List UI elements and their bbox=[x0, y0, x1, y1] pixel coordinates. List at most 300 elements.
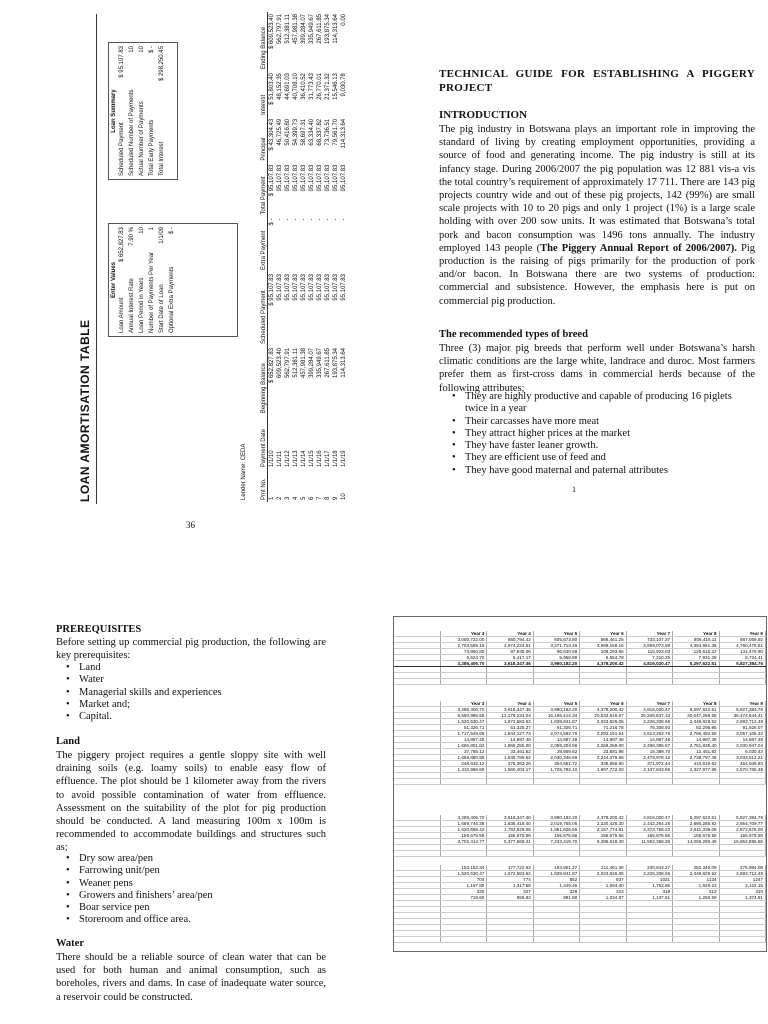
amortisation-cell: 562,797.91 bbox=[277, 14, 283, 45]
blank-cell bbox=[394, 779, 440, 785]
cashflow-cell: 30,647,259.65 bbox=[673, 713, 719, 719]
amortisation-cell: 512,381.11 bbox=[285, 14, 291, 44]
cashflow-cell: 96,630.66 bbox=[533, 649, 579, 655]
cashflow-cell: 2,766,492.58 bbox=[673, 731, 719, 737]
cashflow-cell: 28,959.62 bbox=[533, 749, 579, 755]
cashflow-cell: 5,827,384.76 bbox=[719, 661, 765, 667]
cashflow-cell: 2,442,264.25 bbox=[626, 821, 672, 827]
cashflow-cell: 16,852,895.55 bbox=[719, 839, 765, 845]
cashflow-cell: 719.60 bbox=[440, 895, 486, 901]
amortisation-cell: - bbox=[293, 218, 299, 221]
cashflow-cell: 323 bbox=[580, 889, 626, 895]
summary-value-row bbox=[157, 43, 167, 179]
column-header: Ending Balance bbox=[261, 12, 268, 71]
amortisation-cell: 95,107.83 bbox=[325, 274, 331, 301]
cashflow-cell: 3,033,512.21 bbox=[719, 755, 765, 761]
cashflow-cell: 1,520,530.47 bbox=[440, 871, 486, 877]
amortisation-cell: 95,107.83 bbox=[309, 164, 315, 192]
cashflow-cell: 153,153.34 bbox=[440, 865, 486, 871]
introduction-heading: INTRODUCTION bbox=[439, 109, 528, 121]
cashflow-block-balance bbox=[394, 815, 766, 857]
prerequisite-item: • Land bbox=[66, 662, 326, 674]
cashflow-cell: 275,984.08 bbox=[719, 865, 765, 871]
amortisation-cell: 1/1/14 bbox=[301, 450, 307, 468]
blank-cell bbox=[580, 779, 626, 785]
cashflow-cell: 1,669,746.36 bbox=[440, 821, 486, 827]
cashflow-cell: 155,675.56 bbox=[673, 833, 719, 839]
amortisation-cell: 1/1/15 bbox=[309, 450, 315, 468]
amortisation-cell: 95,107.83 bbox=[285, 164, 291, 192]
cashflow-cell: 1,782,929.05 bbox=[487, 827, 533, 833]
summary-value-amount: $ 298,250.45 bbox=[159, 46, 165, 82]
blank-cell bbox=[440, 679, 486, 685]
amortisation-cell: 95,107.83 bbox=[293, 164, 299, 192]
cashflow-cell: 3,599,158.16 bbox=[580, 643, 626, 649]
cashflow-cell: 1,907,722.00 bbox=[580, 767, 626, 773]
cashflow-block-herd bbox=[394, 865, 766, 943]
cashflow-cell: 5,297,622.51 bbox=[673, 661, 719, 667]
cashflow-cell: 1,844,127.73 bbox=[487, 731, 533, 737]
cashflow-cell: 3,980,182.20 bbox=[533, 707, 579, 713]
amortisation-row bbox=[300, 12, 308, 502]
blank-cell bbox=[626, 779, 672, 785]
structure-item: • Boar service pen bbox=[66, 902, 326, 914]
cashflow-cell: 16,155,414.34 bbox=[533, 713, 579, 719]
cashflow-cell: 2,327,977.86 bbox=[673, 767, 719, 773]
summary-value-label: Scheduled Payment bbox=[119, 122, 125, 176]
cashflow-cell: 2,611,336.08 bbox=[673, 827, 719, 833]
cashflow-cell: 3,285,406.70 bbox=[440, 661, 486, 667]
cashflow-cell: 4,378,200.42 bbox=[580, 661, 626, 667]
amortisation-cell: 95,107.83 bbox=[325, 164, 331, 192]
cashflow-cell: 141,476.90 bbox=[719, 649, 765, 655]
cashflow-cell: 2,268,269.00 bbox=[580, 743, 626, 749]
amortisation-cell: 335,949.67 bbox=[309, 14, 315, 45]
cashflow-cell: 3,271,713.46 bbox=[533, 643, 579, 649]
amortisation-cell: 399,284.07 bbox=[301, 14, 307, 45]
blank-row bbox=[394, 937, 766, 943]
lender-name: Lender Name: CEDA bbox=[241, 443, 247, 500]
cashflow-cell: 2,244,378.66 bbox=[580, 755, 626, 761]
year-header: Year 6 bbox=[580, 631, 626, 637]
amortisation-cell: 114,313.64 bbox=[333, 14, 339, 44]
year-header: Year 9 bbox=[719, 631, 765, 637]
amortisation-cell: 95,107.83 bbox=[277, 164, 283, 192]
cashflow-cell: 1,594.40 bbox=[580, 883, 626, 889]
amortisation-cell: 95,107.83 bbox=[277, 274, 283, 301]
cashflow-cell: 3,618,347.46 bbox=[487, 661, 533, 667]
cashflow-cell: 2,693,712.48 bbox=[719, 719, 765, 725]
amortisation-row bbox=[316, 12, 324, 502]
amortisation-cell: 95,107.83 bbox=[317, 274, 323, 301]
amortisation-row bbox=[276, 12, 284, 502]
blank-cell bbox=[719, 779, 765, 785]
blank-row bbox=[394, 779, 766, 785]
cashflow-cell: 1,374.81 bbox=[719, 895, 765, 901]
cashflow-cell: 1,672,583.52 bbox=[487, 871, 533, 877]
cashflow-cell: 1,520,530.47 bbox=[440, 719, 486, 725]
amortisation-cell: $ 95,107.83 bbox=[269, 274, 275, 306]
year-header: Year 8 bbox=[673, 701, 719, 707]
amortisation-cell: - bbox=[309, 218, 315, 221]
amortisation-cell: 609,523.40 bbox=[277, 347, 283, 379]
amortisation-cell: 1/1/16 bbox=[317, 450, 323, 468]
cashflow-cell: 852 bbox=[533, 877, 579, 883]
amortisation-cell: 193,875.34 bbox=[333, 347, 339, 379]
cashflow-cell: 1,137.51 bbox=[626, 895, 672, 901]
amortisation-cell: 4 bbox=[293, 496, 299, 500]
cashflow-cell: 1,929.23 bbox=[673, 883, 719, 889]
cashflow-cell: 23,881.98 bbox=[580, 749, 626, 755]
column-header: Interest bbox=[261, 71, 268, 117]
cashflow-cell: 1,725,793.10 bbox=[533, 767, 579, 773]
amortisation-row bbox=[324, 12, 332, 502]
amortisation-cell: 95,107.83 bbox=[341, 274, 347, 301]
cashflow-cell: 106,293.66 bbox=[580, 649, 626, 655]
cashflow-cell: 14,887.48 bbox=[626, 737, 672, 743]
cashflow-cell: 2,693,712.48 bbox=[719, 871, 765, 877]
blank-cell bbox=[440, 851, 486, 857]
cashflow-cell: 2,703,565.16 bbox=[440, 643, 486, 649]
cashflow-cell: 4,354,981.38 bbox=[673, 643, 719, 649]
summary-value-amount: $ - bbox=[149, 46, 155, 54]
cashflow-cell: 4,816,020.47 bbox=[626, 661, 672, 667]
cashflow-cell: 14,887.48 bbox=[440, 737, 486, 743]
amortisation-table bbox=[261, 12, 348, 502]
cashflow-cell: 155,675.56 bbox=[626, 833, 672, 839]
cashflow-cell: 2,030,349.69 bbox=[533, 755, 579, 761]
blank-cell bbox=[487, 851, 533, 857]
cashflow-cell: 11,553,358.29 bbox=[626, 839, 672, 845]
enter-value-amount: 1 bbox=[149, 227, 155, 231]
cashflow-cell: 3,285,406.70 bbox=[440, 707, 486, 713]
cashflow-cell: 14,887.48 bbox=[580, 737, 626, 743]
amortisation-cell: 457,981.38 bbox=[293, 14, 299, 45]
blank-cell bbox=[719, 851, 765, 857]
amortisation-cell: 95,107.83 bbox=[285, 274, 291, 301]
amortisation-cell: 50,416.80 bbox=[285, 118, 291, 146]
blank-cell bbox=[440, 779, 486, 785]
cashflow-cell: 6,030.43 bbox=[719, 749, 765, 755]
enter-value-amount: $ - bbox=[169, 227, 175, 235]
amortisation-cell: 68,337.82 bbox=[317, 118, 323, 146]
enter-value-label: Loan Amount bbox=[119, 297, 125, 333]
cashflow-cell: 310 bbox=[719, 889, 765, 895]
cashflow-cell: 155,675.56 bbox=[533, 833, 579, 839]
column-header: Beginning Balance bbox=[261, 346, 268, 415]
amortisation-cell: 46,725.49 bbox=[277, 118, 283, 146]
blank-cell bbox=[673, 679, 719, 685]
cashflow-cell: 2,157,774.61 bbox=[580, 827, 626, 833]
cashflow-cell: 2,479,978.12 bbox=[626, 755, 672, 761]
cashflow-cell: 76,308.93 bbox=[626, 725, 672, 731]
blank-cell bbox=[533, 937, 579, 943]
cashflow-cell: 5,958.89 bbox=[533, 655, 579, 661]
summary-value-label: Total Interest bbox=[159, 141, 165, 176]
cashflow-cell: 1134 bbox=[673, 877, 719, 883]
amortisation-cell: $ 43,304.43 bbox=[269, 118, 275, 151]
cashflow-cell: 3,980,182.20 bbox=[533, 661, 579, 667]
blank-cell bbox=[487, 679, 533, 685]
cashflow-cell: 3,618,347.46 bbox=[487, 815, 533, 821]
cashflow-cell: 61,326.71 bbox=[533, 725, 579, 731]
summary-value-amount: 10 bbox=[129, 46, 135, 53]
enter-value-row bbox=[157, 224, 167, 336]
year-header: Year 5 bbox=[533, 631, 579, 637]
cashflow-cell: 1,835,418.40 bbox=[487, 821, 533, 827]
cashflow-cell: 4,378,200.42 bbox=[580, 815, 626, 821]
cashflow-cell: 327 bbox=[487, 889, 533, 895]
amortisation-cell: - bbox=[285, 218, 291, 221]
cashflow-cell: 1031 bbox=[626, 877, 672, 883]
cashflow-cell: 7,233,419.70 bbox=[533, 839, 579, 845]
cashflow-cell: 1,717,549.65 bbox=[440, 731, 486, 737]
cashflow-cell: 1,449.46 bbox=[533, 883, 579, 889]
amortisation-cell: 48,152.35 bbox=[277, 73, 283, 100]
amortisation-cell: - bbox=[333, 218, 339, 221]
prerequisites-page bbox=[0, 512, 384, 1024]
land-heading: Land bbox=[56, 736, 80, 747]
amortisation-row bbox=[308, 12, 316, 502]
cashflow-cell: 2,373,756.22 bbox=[626, 827, 672, 833]
cashflow-cell: 2,498,395.57 bbox=[626, 743, 672, 749]
amortisation-cell: 73,736.51 bbox=[325, 118, 331, 146]
intro-text-end: Pig production is the raising of pigs primarily for the production of pork and/or bacon. In Botswana there are two systems of production: commercial and subsistence. However, the emphasis here is put on commercial pig production. bbox=[439, 242, 755, 307]
blank-cell bbox=[673, 851, 719, 857]
cashflow-cell: 1,560,403.17 bbox=[487, 767, 533, 773]
summary-value-label: Actual Number of Payments bbox=[139, 101, 145, 176]
amortisation-cell: 95,107.83 bbox=[301, 164, 307, 192]
cashflow-cell: 33,461.62 bbox=[487, 749, 533, 755]
cashflow-cell: 313 bbox=[673, 889, 719, 895]
column-header: Payment Date bbox=[261, 415, 268, 469]
year-header: Year 7 bbox=[626, 631, 672, 637]
amortisation-cell: 8 bbox=[325, 496, 331, 500]
blank-cell bbox=[673, 937, 719, 943]
cashflow-cell: 12,461.92 bbox=[673, 749, 719, 755]
prerequisites-heading: PREREQUISITES bbox=[56, 624, 142, 635]
cashflow-cell: 82,295.95 bbox=[673, 725, 719, 731]
cashflow-cell: 1,034.87 bbox=[580, 895, 626, 901]
blank-cell bbox=[719, 679, 765, 685]
cashflow-cell: 454,946.83 bbox=[719, 761, 765, 767]
cashflow-cell: 18,389.70 bbox=[626, 749, 672, 755]
cashflow-cell: 4,790,479.51 bbox=[719, 643, 765, 649]
cashflow-cell: 6,554.78 bbox=[580, 655, 626, 661]
amortisation-cell: 399,284.07 bbox=[309, 347, 315, 379]
loan-summary-rows bbox=[117, 43, 167, 179]
cashflow-cell: 3,980,182.20 bbox=[533, 815, 579, 821]
cashflow-cell: 2,059,204.86 bbox=[533, 743, 579, 749]
cashflow-cell: 7,931.28 bbox=[673, 655, 719, 661]
enter-value-label: Number of Payments Per Year bbox=[149, 251, 155, 333]
cashflow-cell: 14,887.48 bbox=[673, 737, 719, 743]
guide-intro-page bbox=[384, 0, 768, 512]
cashflow-cell: 3,000,722.00 bbox=[440, 637, 486, 643]
cashflow-cell: 1,869,255.00 bbox=[487, 743, 533, 749]
amortisation-cell: 1 bbox=[269, 496, 275, 500]
intro-report-citation: The Piggery Annual Report of 2006/2007). bbox=[540, 242, 737, 254]
cashflow-cell: 704 bbox=[440, 877, 486, 883]
breed-attribute-item: • They attract higher prices at the market bbox=[452, 428, 752, 440]
amortisation-cell: $ - bbox=[269, 218, 275, 226]
cashflow-cell: 211,461.36 bbox=[580, 865, 626, 871]
amortisation-row bbox=[284, 12, 292, 502]
cashflow-cell: 1,835,789.52 bbox=[487, 755, 533, 761]
cashflow-cell: 1,961,626.55 bbox=[533, 827, 579, 833]
blank-cell bbox=[533, 679, 579, 685]
cashflow-cell: 2,872,675.00 bbox=[719, 827, 765, 833]
amortisation-cell: 26,770.01 bbox=[317, 73, 323, 100]
structure-item: • Farrowing unit/pen bbox=[66, 865, 326, 877]
structure-item: • Dry sow area/pen bbox=[66, 853, 326, 865]
enter-value-row bbox=[167, 224, 177, 336]
cashflow-cell: 193,901.27 bbox=[533, 865, 579, 871]
cashflow-cell: 155,675.56 bbox=[440, 833, 486, 839]
blank-cell bbox=[394, 851, 440, 857]
enter-value-row bbox=[147, 224, 157, 336]
cashflow-cell: 1,620,658.42 bbox=[440, 827, 486, 833]
amortisation-cell: 1/1/17 bbox=[325, 450, 331, 468]
cashflow-cell: 155,675.56 bbox=[487, 833, 533, 839]
blank-cell bbox=[673, 779, 719, 785]
amortisation-cell: 95,107.83 bbox=[317, 164, 323, 192]
cashflow-cell: 155,675.56 bbox=[580, 833, 626, 839]
amortisation-cell: 9,030.78 bbox=[341, 73, 347, 97]
cashflow-cell: 330 bbox=[440, 889, 486, 895]
enter-value-row bbox=[117, 224, 127, 336]
enter-values-heading: Enter Values bbox=[111, 261, 117, 299]
breed-attribute-item: • They have good maternal and paternal attributes bbox=[452, 465, 752, 477]
summary-value-row bbox=[137, 43, 147, 179]
year-header: Year 3 bbox=[440, 701, 486, 707]
blank-row bbox=[394, 851, 766, 857]
amortisation-row bbox=[292, 12, 300, 502]
cashflow-cell: 14,887.48 bbox=[487, 737, 533, 743]
cashflow-cell: 51,326.71 bbox=[440, 725, 486, 731]
blank-cell bbox=[580, 937, 626, 943]
amortisation-cell: $ 609,523.40 bbox=[269, 14, 275, 50]
water-paragraph: There should be a reliable source of clean water that can be used for both human and animal consumption, such as boreholes, rivers and dams. In case of inadequate water source, a reservoir could be constructed. bbox=[56, 952, 326, 1003]
cashflow-cell: 36,474,644.41 bbox=[719, 713, 765, 719]
year-header: Year 9 bbox=[719, 701, 765, 707]
amortisation-cell: 114,313.64 bbox=[341, 118, 347, 149]
cashflow-cell: 14,059,290.49 bbox=[673, 839, 719, 845]
amortisation-cell: $ 95,107.83 bbox=[269, 164, 275, 197]
amortisation-cell: 9 bbox=[333, 496, 339, 500]
cashflow-cell: 5,297,622.51 bbox=[673, 707, 719, 713]
cashflow-block-income bbox=[394, 631, 766, 685]
summary-value-row bbox=[117, 43, 127, 179]
amortisation-cell: 1/1/12 bbox=[285, 450, 291, 468]
amortisation-cell: 79,561.70 bbox=[333, 118, 339, 146]
cashflow-cell: 2,226,208.66 bbox=[626, 871, 672, 877]
amortisation-cell: $ 652,827.83 bbox=[269, 347, 275, 384]
blank-cell bbox=[626, 937, 672, 943]
amortisation-row bbox=[268, 12, 277, 502]
amortisation-cell: 95,107.83 bbox=[341, 164, 347, 192]
page-number-1: 1 bbox=[572, 485, 576, 494]
enter-value-amount: $ 652,827.83 bbox=[119, 227, 125, 263]
cashflow-cell: 2,122.15 bbox=[719, 883, 765, 889]
cashflow-cell: 20,533,616.67 bbox=[580, 713, 626, 719]
breeds-paragraph: Three (3) major pig breeds that perform well under Botswana’s harsh climatic conditions are the large white, landrace and duroc. Most farmers prefer them as first-cross dams in commercial herds because of the following attributes; bbox=[439, 343, 755, 394]
blank-cell bbox=[533, 779, 579, 785]
cashflow-cell: 3,030,947.04 bbox=[719, 743, 765, 749]
amortisation-cell: 95,107.83 bbox=[301, 274, 307, 301]
amortisation-cell: 7 bbox=[317, 496, 323, 500]
cashflow-cell: 937 bbox=[580, 877, 626, 883]
blank-row bbox=[394, 679, 766, 685]
cashflow-cell: 2,738,797.48 bbox=[673, 755, 719, 761]
amortisation-cell: 95,107.83 bbox=[293, 274, 299, 301]
cashflow-cell: 2,448,829.52 bbox=[673, 719, 719, 725]
introduction-paragraph bbox=[439, 123, 755, 308]
cashflow-cell: 6,524.70 bbox=[440, 655, 486, 661]
summary-value-amount: 10 bbox=[139, 46, 145, 53]
cashflow-cell: 5,377,668.41 bbox=[487, 839, 533, 845]
year-header: Year 5 bbox=[533, 701, 579, 707]
cashflow-cell: 9,285,518.40 bbox=[580, 839, 626, 845]
breed-attribute-item: • They are efficient use of feed and bbox=[452, 452, 752, 464]
prerequisites-intro: Before setting up commercial pig production, the following are key prerequisites: bbox=[56, 637, 326, 662]
summary-value-row bbox=[127, 43, 137, 179]
guide-title: TECHNICAL GUIDE FOR ESTABLISHING A PIGGERY PROJECT bbox=[439, 68, 755, 94]
breeds-heading: The recommended types of breed bbox=[439, 329, 588, 340]
amortisation-cell: - bbox=[277, 218, 283, 221]
year-header: Year 8 bbox=[673, 631, 719, 637]
amortisation-cell: - bbox=[325, 218, 331, 221]
blank-cell bbox=[719, 937, 765, 943]
cashflow-cell: 2,448,829.52 bbox=[673, 871, 719, 877]
amortisation-cell: 1/1/19 bbox=[341, 450, 347, 468]
summary-value-row bbox=[147, 43, 157, 179]
breed-attribute-item: • Their carcasses have more meat bbox=[452, 416, 752, 428]
amortisation-cell: 40,708.10 bbox=[293, 73, 299, 100]
enter-value-row bbox=[137, 224, 147, 336]
page-number-36: 36 bbox=[186, 520, 195, 530]
cashflow-cell: 2,220,426.30 bbox=[580, 821, 626, 827]
cashflow-cell: 2,074,592.76 bbox=[533, 731, 579, 737]
cashflow-cell: 806,418.11 bbox=[673, 637, 719, 643]
structure-item: • Weaner pens bbox=[66, 878, 326, 890]
amortisation-cell: 10 bbox=[341, 493, 347, 500]
amortisation-cell: 114,313.64 bbox=[341, 347, 347, 378]
cashflow-cell: 91,926.07 bbox=[719, 725, 765, 731]
prerequisite-item: • Market and; bbox=[66, 699, 326, 711]
cashflow-cell: 14,887.48 bbox=[533, 737, 579, 743]
cashflow-cell: 128,615.22 bbox=[673, 649, 719, 655]
amortisation-cell: 95,107.83 bbox=[333, 274, 339, 301]
column-header: Scheduled Payment bbox=[261, 272, 268, 346]
amortisation-cell: 21,371.32 bbox=[325, 73, 331, 100]
cashflow-cell: 4,816,020.47 bbox=[626, 707, 672, 713]
amortisation-cell: - bbox=[301, 218, 307, 221]
cashflow-cell: 550,794.42 bbox=[487, 637, 533, 643]
cashflow-cell: 2,107,843.65 bbox=[626, 767, 672, 773]
prerequisite-item: • Water bbox=[66, 674, 326, 686]
amortisation-cell: 512,381.11 bbox=[293, 347, 299, 378]
cashflow-cell: 5,297,622.51 bbox=[673, 815, 719, 821]
cashflow-cell: 230,643.27 bbox=[626, 865, 672, 871]
structure-item: • Growers and finishers’ area/pen bbox=[66, 890, 326, 902]
cashflow-cell: 605,673.80 bbox=[533, 637, 579, 643]
enter-values-rows bbox=[117, 224, 177, 336]
cashflow-cell: 326 bbox=[533, 889, 579, 895]
cashflow-cell: 2,226,208.66 bbox=[626, 719, 672, 725]
loan-summary-box bbox=[108, 42, 178, 180]
summary-value-amount: $ 95,107.83 bbox=[119, 46, 125, 78]
